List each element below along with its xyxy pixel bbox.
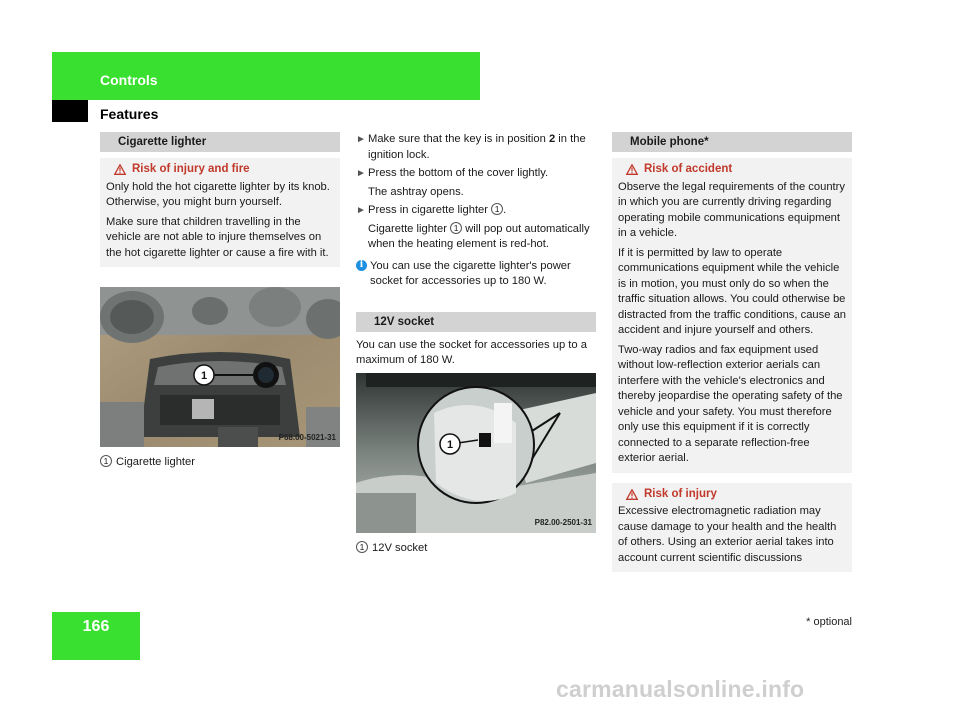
warning-box-accident <box>612 158 852 473</box>
page-title: Features <box>100 106 159 122</box>
warning-text: Make sure that children travelling in the vehicle are not able to injure themselves on the hot cigarette lighter or cause a fire with it. <box>106 215 329 259</box>
photo-caption <box>356 541 596 557</box>
warning-text: Two-way radios and fax equipment used without low-reflection exterior aerials can interfere with the vehicle's electronics and thereby jeopardise the operating safety of the vehicle and your safety. You must therefore only use this equipment if it is correctly connected to a separate reflection-free exterior aerial. <box>618 343 843 464</box>
section-heading-12v-socket: 12V socket <box>356 312 596 332</box>
warning-triangle-icon <box>114 164 126 175</box>
warning-heading <box>106 162 334 178</box>
instruction-steps <box>356 132 596 253</box>
callout-marker: 1 <box>100 455 112 467</box>
warning-heading <box>618 162 846 178</box>
column-ashtray-socket <box>356 132 596 556</box>
header-marker <box>52 100 88 122</box>
optional-footnote: * optional <box>806 616 852 628</box>
step-text: Make sure that the key is in position <box>368 133 549 145</box>
step-result <box>356 222 596 253</box>
12v-socket-photo <box>356 373 596 533</box>
step-text: Cigarette lighter <box>368 222 451 235</box>
warning-box-injury-fire <box>100 158 340 267</box>
photo-caption <box>100 455 340 471</box>
step-result: The ashtray opens. <box>368 185 464 198</box>
warning-title: Risk of injury and fire <box>132 163 250 175</box>
caption-text: Cigarette lighter <box>116 456 195 468</box>
svg-text:1: 1 <box>446 438 454 451</box>
info-icon: i <box>356 260 367 271</box>
step-text: . <box>503 204 507 216</box>
info-text: You can use the cigarette lighter's power socket for accessories up to 180 W. <box>370 259 571 287</box>
page-number: 166 <box>82 618 110 635</box>
step-text: in the ignition lock. <box>368 133 586 161</box>
warning-text: If it is permitted by law to operate communications equipment while the vehicle is in motion, you must only do so when the traffic situation allows. You could otherwise be distracted from the traffic conditions, cause an accident and injure yourself and others. <box>618 246 847 336</box>
watermark: carmanualsonline.info <box>556 676 805 702</box>
callout-marker: 1 <box>356 541 368 553</box>
step-text: Press in cigarette lighter <box>368 204 492 216</box>
page-number-box <box>52 612 140 660</box>
callout-number: 1 <box>200 370 208 382</box>
column-mobile-phone <box>612 132 852 572</box>
photo-reference-code: P68.00-5021-31 <box>278 432 336 442</box>
step-arrow-icon: ► <box>356 134 366 145</box>
step-text: Press the bottom of the cover lightly. <box>368 167 549 179</box>
step-arrow-icon: ► <box>356 205 366 216</box>
warning-text: Observe the legal requirements of the country in which you are currently driving regarding operating mobile communications equipment in a vehicle. <box>618 180 845 239</box>
key-position: 2 <box>548 133 556 145</box>
warning-title: Risk of accident <box>644 163 733 175</box>
photo-reference-code: P82.00-2501-31 <box>534 518 592 527</box>
column-cigarette-lighter <box>100 132 340 471</box>
cigarette-lighter-photo <box>100 287 340 447</box>
section-title: Controls <box>100 72 158 88</box>
section-heading-cigarette-lighter: Cigarette lighter <box>100 132 340 152</box>
warning-heading <box>618 487 846 503</box>
callout-marker: 1 <box>491 203 503 215</box>
warning-triangle-icon <box>626 489 638 500</box>
callout-marker: 1 <box>450 222 462 234</box>
warning-box-injury <box>612 483 852 573</box>
step-text: will pop out automatically when the heating element is red-hot. <box>368 222 590 250</box>
instruction-step <box>356 166 596 182</box>
step-arrow-icon: ► <box>356 168 366 179</box>
section-heading-mobile-phone: Mobile phone* <box>612 132 852 152</box>
warning-title: Risk of injury <box>644 487 717 500</box>
warning-text: Excessive electromagnetic radiation may cause damage to your health and the health of others. Using an exterior aerial takes into account current scientific discussions <box>618 505 837 564</box>
info-note <box>356 259 596 290</box>
caption-text: 12V socket <box>372 541 428 554</box>
socket-intro: You can use the socket for accessories up to a maximum of 180 W. <box>356 338 587 366</box>
warning-triangle-icon <box>626 164 638 175</box>
instruction-step <box>356 203 596 219</box>
instruction-step <box>356 132 596 163</box>
warning-text: Only hold the hot cigarette lighter by its knob. Otherwise, you might burn yourself. <box>106 180 330 208</box>
